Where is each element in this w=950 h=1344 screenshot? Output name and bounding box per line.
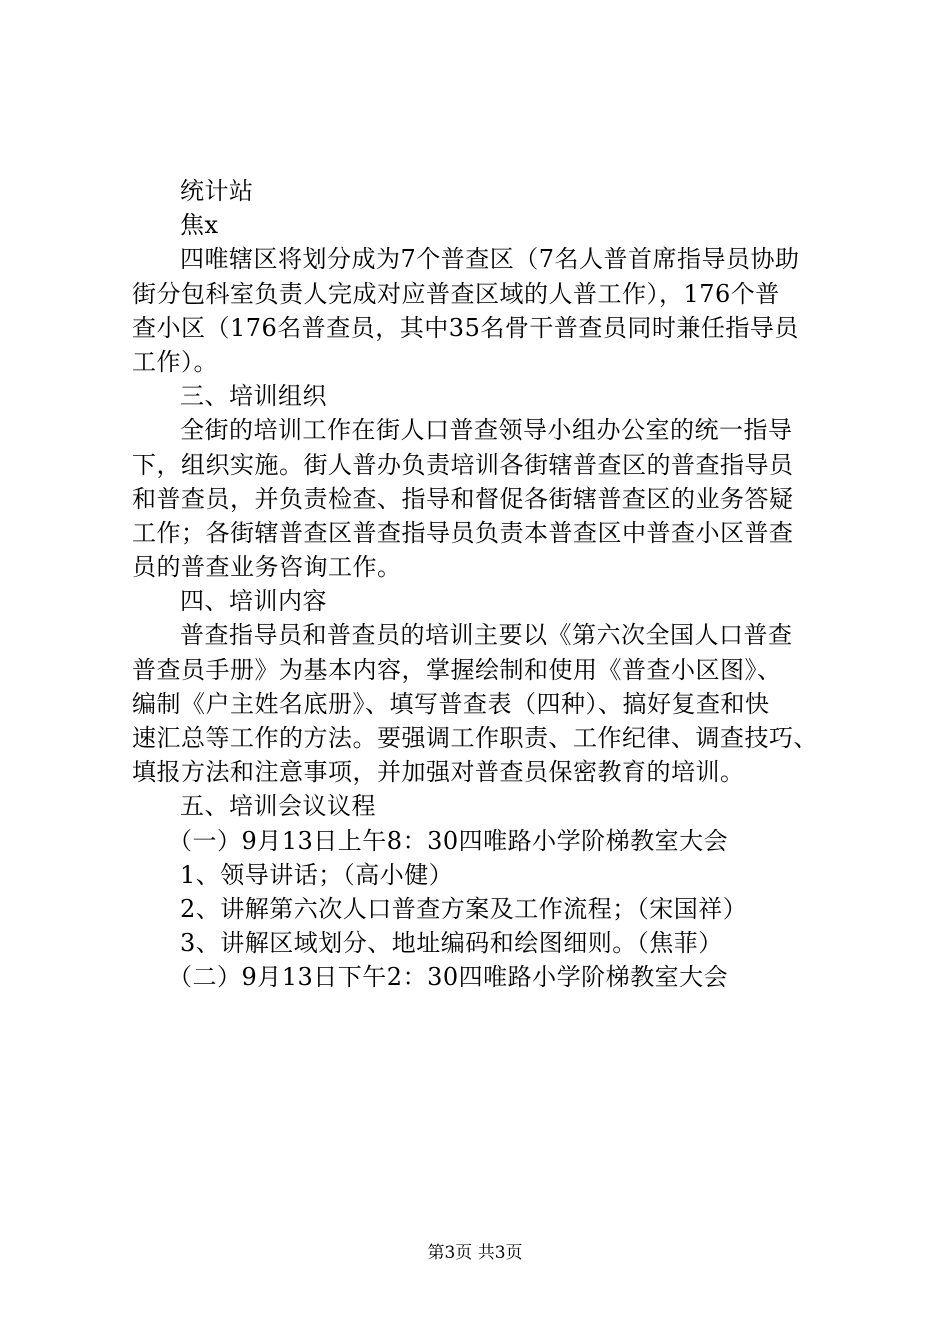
text-line: 街分包科室负责人完成对应普查区域的人普工作），176个普: [132, 279, 780, 308]
text-line: 工作；各街辖普查区普查指导员负责本普查区中普查小区普查: [132, 518, 794, 547]
section-heading: 五、培训会议议程: [180, 792, 376, 821]
text-line: 填报方法和注意事项，并加强对普查员保密教育的培训。: [132, 758, 745, 787]
section-heading: 四、培训内容: [180, 587, 327, 616]
paragraph-first-line: 全街的培训工作在街人口普查领导小组办公室的统一指导: [180, 416, 793, 445]
text-line: 查小区（176名普查员，其中35名骨干普查员同时兼任指导员: [132, 313, 799, 342]
text-line: 下，组织实施。街人普办负责培训各街辖普查区的普查指导员: [132, 450, 794, 479]
text-line: 统计站: [180, 177, 254, 205]
agenda-session: （二）9月13日下午2：30四唯路小学阶梯教室大会: [168, 963, 729, 992]
text-line: 员的普查业务咨询工作。: [132, 553, 402, 582]
text-line: 工作）。: [132, 347, 218, 376]
text-line: 焦x: [180, 211, 219, 240]
text-line: 和普查员，并负责检查、指导和督促各街辖普查区的业务答疑: [132, 484, 794, 513]
text-line: 普查员手册》为基本内容，掌握绘制和使用《普查小区图》、: [132, 655, 782, 684]
text-line: 速汇总等工作的方法。要强调工作职责、工作纪律、调查技巧、: [132, 724, 818, 752]
agenda-item: 2、讲解第六次人口普查方案及工作流程；（宋国祥）: [180, 894, 748, 923]
paragraph-first-line: 普查指导员和普查员的培训主要以《第六次全国人口普查: [180, 621, 793, 650]
agenda-item: 1、领导讲话；（高小健）: [180, 860, 454, 889]
text-line: 编制《户主姓名底册》、填写普查表（四种）、搞好复查和快: [132, 689, 770, 718]
agenda-item: 3、讲解区域划分、地址编码和绘图细则。（焦菲）: [180, 929, 723, 958]
paragraph-first-line: 四唯辖区将划分成为7个普查区（7名人普首席指导员协助: [180, 245, 800, 274]
document-body: [132, 174, 852, 995]
page-footer: 第3页 共3页: [427, 1243, 523, 1263]
section-heading: 三、培训组织: [180, 382, 327, 411]
agenda-session: （一）9月13日上午8：30四唯路小学阶梯教室大会: [168, 826, 729, 855]
